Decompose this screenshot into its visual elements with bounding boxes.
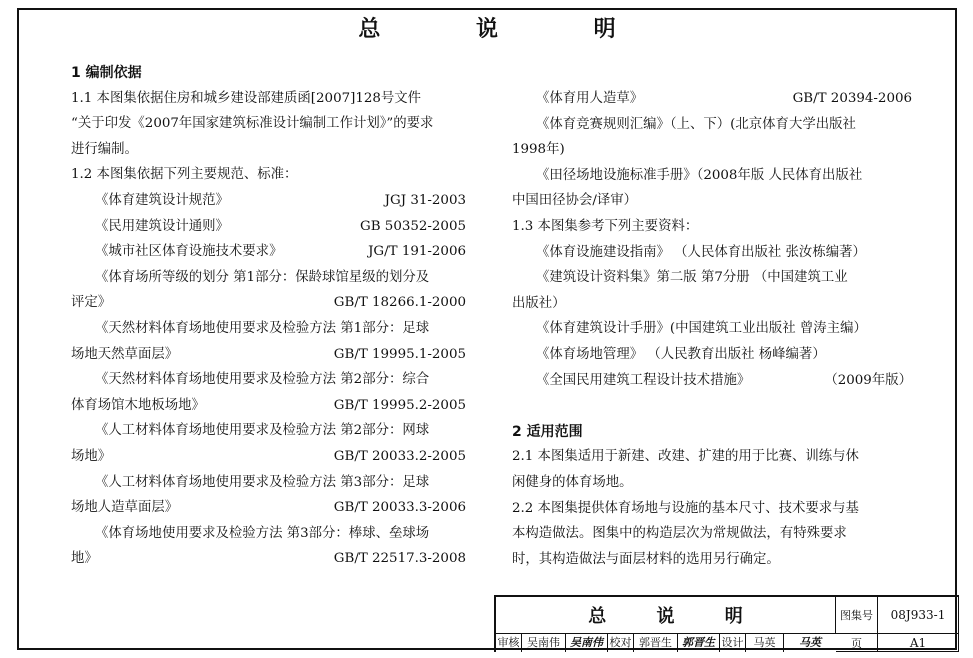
- checker-name: 郭晋生: [634, 634, 678, 652]
- standard-code: GB/T 22517.3-2008: [333, 551, 466, 567]
- design-label: 设计: [720, 634, 746, 652]
- text-line: 《人工材料体育场地使用要求及检验方法 第3部分：足球: [95, 474, 430, 490]
- text-line: 《体育场地使用要求及检验方法 第3部分：棒球、垒球场: [95, 525, 430, 541]
- standard-entry: [536, 88, 912, 110]
- standard-entry: [71, 344, 466, 366]
- text-line: 《田径场地设施标准手册》（2008年版 人民体育出版社: [536, 167, 863, 183]
- standard-entry: [71, 497, 466, 519]
- reviewer-signature: 吴南伟: [566, 634, 608, 652]
- standard-name: 《民用建筑设计通则》: [95, 218, 229, 234]
- text-line: 闲健身的体育场地。: [512, 475, 633, 490]
- page-title: 总 说 明: [358, 17, 660, 42]
- text-line: 《人工材料体育场地使用要求及检验方法 第2部分：网球: [95, 423, 430, 439]
- standard-name: 《城市社区体育设施技术要求》: [95, 244, 283, 260]
- title-block: [494, 595, 959, 652]
- title-block-title: 总 说 明: [496, 597, 836, 634]
- standard-code: GB/T 19995.1-2005: [333, 346, 466, 362]
- drawing-sheet: [17, 8, 957, 650]
- reviewer-name: 吴南伟: [522, 634, 566, 652]
- standard-entry: [95, 241, 466, 263]
- text-line: 出版社）: [512, 295, 566, 311]
- standard-entry: [95, 190, 466, 212]
- text-line: 《天然材料体育场地使用要求及检验方法 第1部分：足球: [95, 321, 430, 336]
- atlas-number-label: 图集号: [836, 597, 878, 634]
- standard-code: GB/T 20394-2006: [792, 91, 912, 106]
- text-line: 《体育场所等级的划分 第1部分：保龄球馆星级的划分及: [95, 269, 430, 285]
- page-label: 页: [836, 634, 878, 652]
- standard-code: GB 50352-2005: [360, 218, 466, 234]
- text-line: 1.3 本图集参考下列主要资料：: [512, 219, 699, 234]
- standard-code: GB/T 19995.2-2005: [333, 397, 466, 413]
- standard-name: 场地》: [71, 449, 112, 464]
- signature-row: [496, 634, 836, 652]
- standard-code: JGJ 31-2003: [384, 193, 466, 208]
- standard-entry: [536, 370, 912, 392]
- designer-name: 马英: [746, 634, 784, 652]
- checker-signature: 郭晋生: [678, 634, 720, 652]
- text-line: 1.2 本图集依据下列主要规范、标准：: [71, 167, 298, 183]
- standard-name: 场地人造草面层》: [71, 500, 179, 516]
- text-line: “关于印发《2007年国家建筑标准设计编制工作计划》”的要求: [71, 116, 434, 132]
- text-line: 中国田径协会/译审）: [512, 193, 638, 209]
- standard-name: 《体育用人造草》: [536, 91, 644, 106]
- section-heading: 2 适用范围: [512, 423, 583, 440]
- text-line: 2.1 本图集适用于新建、改建、扩建的用于比赛、训练与休: [512, 449, 859, 465]
- standard-name: 场地天然草面层》: [71, 346, 179, 362]
- standard-code: （2009年版）: [824, 372, 912, 388]
- text-line: 进行编制。: [71, 141, 138, 157]
- text-line: 《体育竞赛规则汇编》（上、下）(北京体育大学出版社: [536, 116, 856, 132]
- section-heading: 1 编制依据: [71, 65, 142, 81]
- text-line: 1.1 本图集依据住房和城乡建设部建质函[2007]128号文件: [71, 90, 422, 106]
- text-line: 时，其构造做法与面层材料的选用另行确定。: [512, 551, 780, 567]
- standard-code: GB/T 20033.3-2006: [333, 500, 466, 516]
- text-line: 《天然材料体育场地使用要求及检验方法 第2部分：综合: [95, 372, 430, 388]
- text-line: 2.2 本图集提供体育场地与设施的基本尺寸、技术要求与基: [512, 500, 859, 516]
- standard-name: 《全国民用建筑工程设计技术措施》: [536, 372, 751, 388]
- standard-code: JG/T 191-2006: [368, 244, 466, 260]
- standard-entry: [71, 395, 466, 417]
- text-line: 《体育场地管理》 （人民教育出版社 杨峰编著）: [536, 347, 826, 362]
- text-line: 《体育设施建设指南》 （人民体育出版社 张汝栋编著）: [536, 244, 866, 260]
- standard-name: 体育场馆木地板场地》: [71, 397, 205, 413]
- standard-entry: [95, 216, 466, 238]
- text-line: 本构造做法。图集中的构造层次为常规做法，有特殊要求: [512, 526, 847, 542]
- designer-signature: 马英: [799, 636, 821, 649]
- standard-entry: [71, 548, 466, 570]
- text-line: 1998年): [512, 142, 565, 158]
- standard-entry: [71, 292, 466, 314]
- text-line: 《建筑设计资料集》第二版 第7分册 （中国建筑工业: [536, 270, 848, 286]
- check-label: 校对: [608, 634, 634, 652]
- standard-name: 《体育建筑设计规范》: [95, 193, 229, 208]
- standard-code: GB/T 18266.1-2000: [333, 295, 466, 311]
- standard-entry: [71, 446, 466, 468]
- page-number: A1: [878, 634, 959, 652]
- standard-code: GB/T 20033.2-2005: [333, 449, 466, 464]
- review-label: 审核: [496, 634, 522, 652]
- atlas-number: 08J933-1: [878, 597, 959, 634]
- standard-name: 评定》: [71, 295, 112, 311]
- standard-name: 地》: [71, 551, 98, 567]
- text-line: 《体育建筑设计手册》(中国建筑工业出版社 曾涛主编）: [536, 321, 867, 337]
